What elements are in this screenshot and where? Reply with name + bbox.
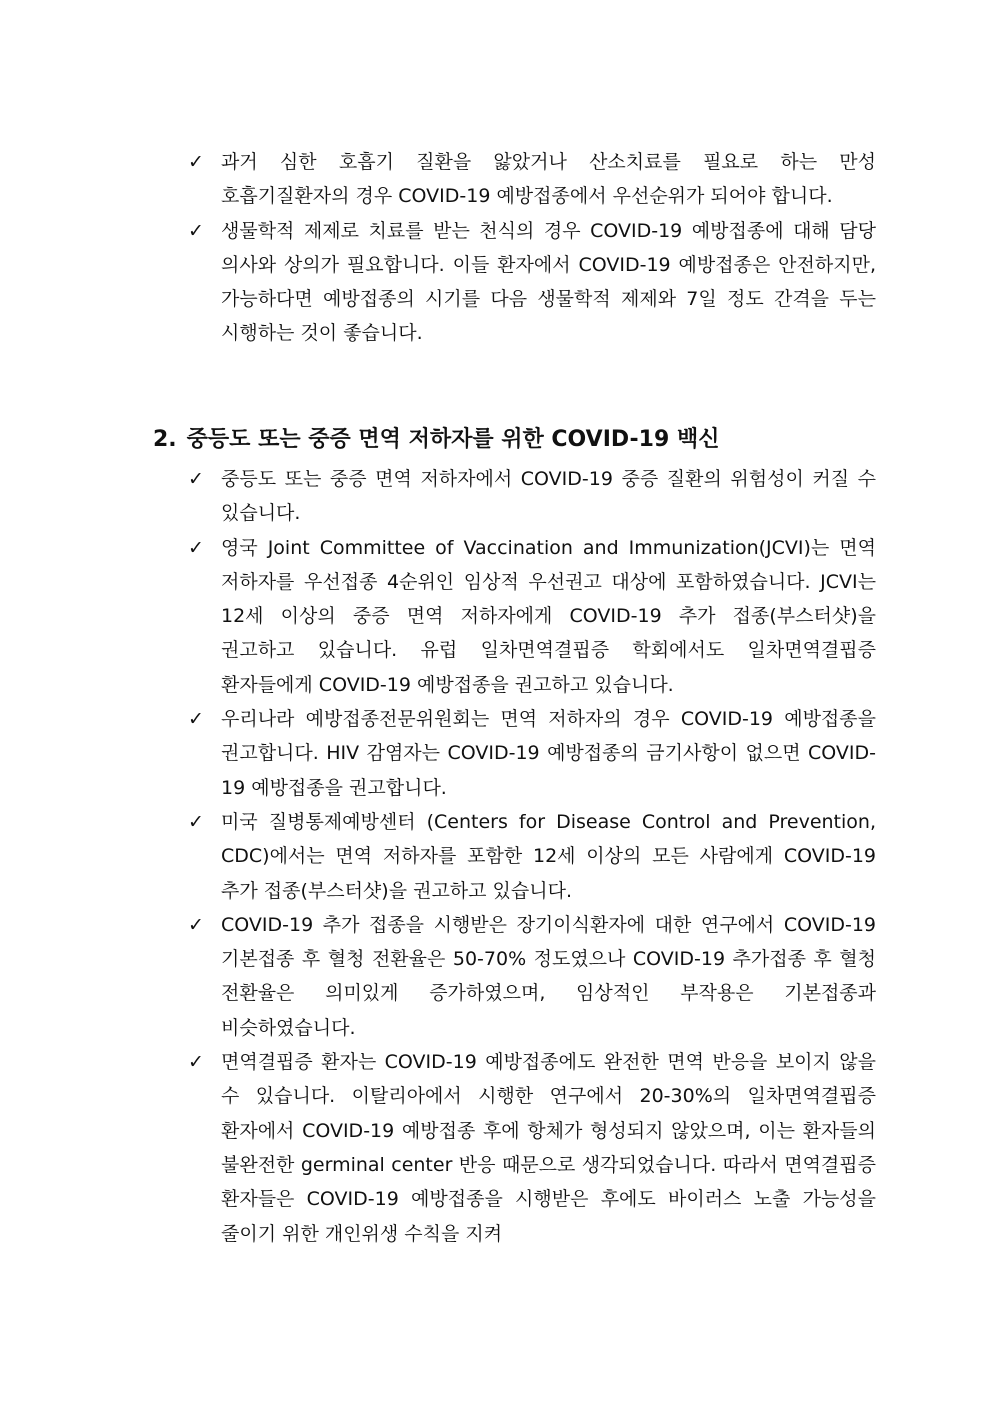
checkmark-icon: ✓ — [188, 219, 204, 242]
list-item — [186, 805, 876, 908]
checkmark-icon: ✓ — [188, 468, 204, 490]
section-heading — [153, 422, 719, 458]
list-item-text: 우리나라 예방접종전문위원회는 면역 저하자의 경우 COVID-19 예방접종을 권고합니다. HIV 감염자는 COVID-19 예방접종의 금기사항이 없으면 COVID-19 예방접종을 권고합니다. — [221, 708, 876, 799]
list-item — [186, 145, 876, 214]
list-item-text: 면역결핍증 환자는 COVID-19 예방접종에도 완전한 면역 반응을 보이지 않을 수 있습니다. 이탈리아에서 시행한 연구에서 20-30%의 일차면역결핍증 환자에서 COVID-19 예방접종 후에 항체가 형성되지 않았으며, 이는 환자들의 불완전한 germinal center 반응 때문으로 생각되었습니다. 따라서 면역결핍증 환자들은 COVID-19 예방접종을 시행받은 후에도 바이러스 노출 가능성을 줄이기 위한 개인위생 수칙을 지켜 — [221, 1051, 876, 1245]
list-item-text: 중등도 또는 중증 면역 저하자에서 COVID-19 중증 질환의 위험성이 커질 수 있습니다. — [221, 468, 876, 525]
checkmark-icon: ✓ — [188, 708, 204, 731]
list-item-text: 영국 Joint Committee of Vaccination and Immunization(JCVI)는 면역 저하자를 우선접종 4순위인 임상적 우선권고 대상에 포함하였습니다. JCVI는 12세 이상의 중증 면역 저하자에게 COVID-19 추가 접종(부스터샷)을 권고하고 있습니다. 유럽 일차면역결핍증 학회에서도 일차면역결핍증 환자들에게 COVID-19 예방접종을 권고하고 있습니다. — [221, 536, 876, 696]
section-title: 중등도 또는 중증 면역 저하자를 위한 COVID-19 백신 — [186, 427, 720, 452]
list-item — [186, 531, 876, 702]
list-item-text: COVID-19 추가 접종을 시행받은 장기이식환자에 대한 연구에서 COVID-19 기본접종 후 혈청 전환율은 50-70% 정도였으나 COVID-19 추가접종 후 혈청 전환율은 의미있게 증가하였으며, 임상적인 부작용은 기본접종과 비슷하였습니다. — [221, 913, 876, 1039]
list-item — [186, 462, 876, 531]
list-item-text: 과거 심한 호흡기 질환을 앓았거나 산소치료를 필요로 하는 만성 호흡기질환자의 경우 COVID-19 예방접종에서 우선순위가 되어야 합니다. — [221, 151, 876, 208]
checkmark-icon: ✓ — [188, 151, 204, 173]
list-item — [186, 702, 876, 805]
list-item-text: 미국 질병통제예방센터 (Centers for Disease Control and Prevention, CDC)에서는 면역 저하자를 포함한 12세 이상의 모든 사람에게 COVID-19 추가 접종(부스터샷)을 권고하고 있습니다. — [221, 810, 876, 902]
list-item — [186, 908, 876, 1045]
top-bullet-list — [186, 145, 876, 351]
checkmark-icon: ✓ — [188, 536, 204, 559]
list-item — [186, 214, 876, 351]
list-item-text: 생물학적 제제로 치료를 받는 천식의 경우 COVID-19 예방접종에 대해 담당 의사와 상의가 필요합니다. 이들 환자에서 COVID-19 예방접종은 안전하지만, 가능하다면 예방접종의 시기를 다음 생물학적 제제와 7일 정도 간격을 두는 시행하는 것이 좋습니다. — [221, 219, 876, 345]
checkmark-icon: ✓ — [188, 810, 204, 833]
checkmark-icon: ✓ — [188, 1051, 204, 1074]
list-item — [186, 1045, 876, 1251]
section-number: 2. — [153, 427, 177, 452]
section-bullet-list — [186, 462, 876, 1251]
checkmark-icon: ✓ — [188, 913, 204, 936]
